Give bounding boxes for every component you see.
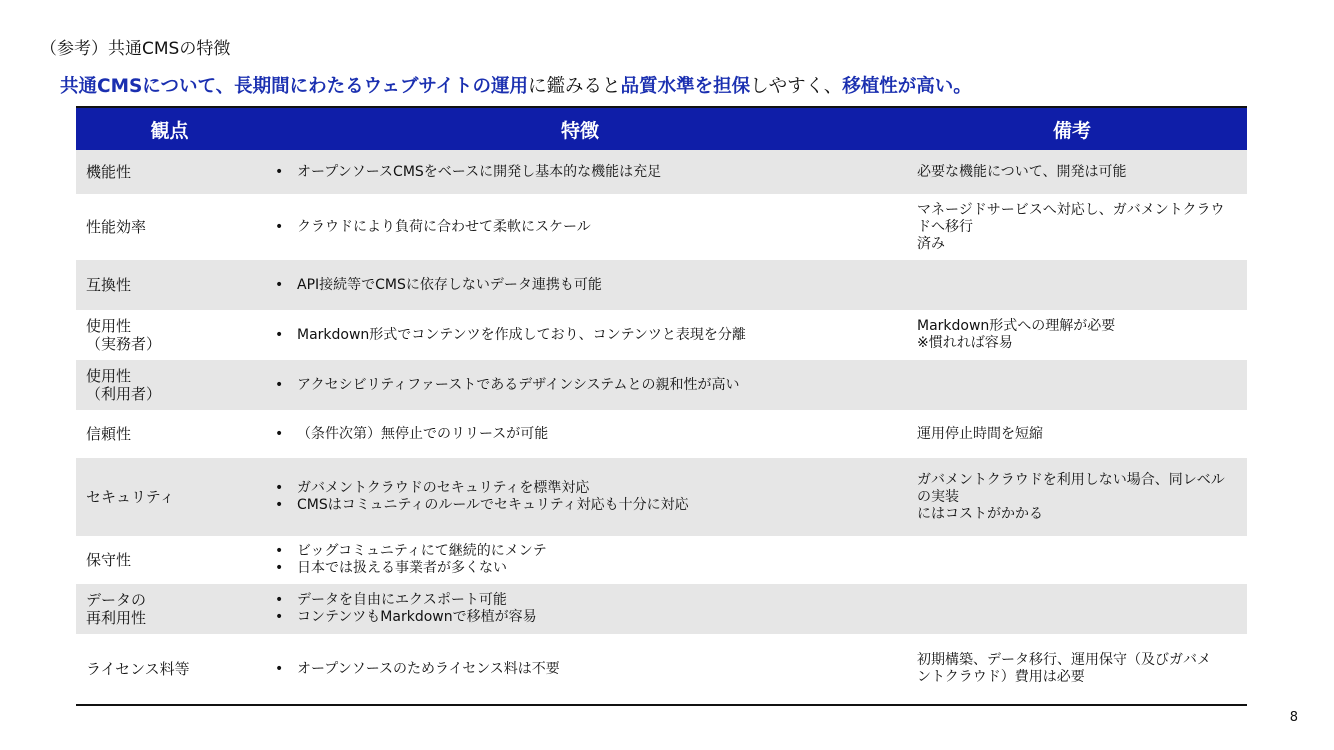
headline-text-1: に鑑みると bbox=[528, 76, 621, 97]
cell-note bbox=[897, 426, 1247, 443]
note-text: Markdown形式への理解が必要 bbox=[917, 318, 1116, 334]
feature-text: アクセシビリティファーストであるデザインシステムとの親和性が高い bbox=[297, 376, 740, 393]
view-label: データの bbox=[86, 591, 147, 609]
cell-view bbox=[76, 488, 263, 506]
headline-text-2: しやすく、 bbox=[750, 76, 843, 97]
note-text: にはコストがかかる bbox=[917, 505, 1043, 522]
table-body bbox=[76, 150, 1247, 704]
bullet-icon: • bbox=[275, 480, 284, 496]
cell-feature bbox=[263, 426, 897, 443]
headline-emphasis-3: 移植性が高い。 bbox=[842, 76, 972, 97]
bullet-icon: • bbox=[275, 376, 284, 393]
cell-feature bbox=[263, 543, 897, 577]
table-header-row bbox=[76, 106, 1247, 150]
feature-text: オープンソースのためライセンス料は不要 bbox=[297, 660, 560, 677]
bullet-icon: • bbox=[275, 543, 284, 559]
table-row bbox=[76, 458, 1247, 536]
feature-text: クラウドにより負荷に合わせて柔軟にスケール bbox=[297, 218, 591, 235]
feature-text: （条件次第）無停止でのリリースが可能 bbox=[297, 425, 549, 442]
view-label: 再利用性 bbox=[86, 609, 147, 627]
feature-item bbox=[275, 543, 897, 560]
table-row bbox=[76, 536, 1247, 584]
cell-feature bbox=[263, 377, 897, 394]
feature-item bbox=[275, 277, 897, 294]
feature-item bbox=[275, 560, 897, 577]
cell-feature bbox=[263, 277, 897, 294]
cell-view bbox=[76, 660, 263, 678]
header-note: 備考 bbox=[1052, 119, 1091, 142]
view-label: ライセンス料等 bbox=[86, 660, 190, 678]
bullet-icon: • bbox=[275, 218, 284, 235]
feature-item bbox=[275, 480, 897, 497]
view-label: セキュリティ bbox=[86, 488, 175, 506]
feature-item bbox=[275, 164, 897, 181]
header-feature: 特徴 bbox=[560, 119, 599, 142]
feature-item bbox=[275, 377, 897, 394]
bullet-icon: • bbox=[275, 425, 284, 442]
feature-text: コンテンツもMarkdownで移植が容易 bbox=[297, 609, 537, 625]
cell-feature bbox=[263, 327, 897, 344]
table-row bbox=[76, 260, 1247, 310]
note-text: 初期構築、データ移行、運用保守（及びガバメ bbox=[917, 652, 1211, 668]
cell-view bbox=[76, 367, 263, 403]
cell-feature bbox=[263, 219, 897, 236]
bullet-icon: • bbox=[275, 660, 284, 677]
note-text: ガバメントクラウドを利用しない場合、同レベルの実装 bbox=[917, 471, 1225, 505]
note-text: 必要な機能について、開発は可能 bbox=[917, 163, 1127, 180]
view-label: 信頼性 bbox=[86, 425, 132, 443]
feature-item bbox=[275, 609, 897, 626]
bullet-icon: • bbox=[275, 276, 284, 293]
view-label: 互換性 bbox=[86, 276, 132, 294]
cell-note bbox=[897, 652, 1247, 686]
table-row bbox=[76, 150, 1247, 194]
feature-text: オープンソースCMSをベースに開発し基本的な機能は充足 bbox=[297, 163, 662, 180]
note-text: ントクラウド）費用は必要 bbox=[917, 669, 1085, 685]
feature-item bbox=[275, 219, 897, 236]
feature-item bbox=[275, 497, 897, 514]
cell-view bbox=[76, 218, 263, 236]
note-text: ※慣れれば容易 bbox=[917, 335, 1013, 351]
table-row bbox=[76, 410, 1247, 458]
bullet-icon: • bbox=[275, 326, 284, 343]
cell-feature bbox=[263, 592, 897, 626]
feature-text: Markdown形式でコンテンツを作成しており、コンテンツと表現を分離 bbox=[297, 326, 746, 343]
feature-text: ビッグコミュニティにて継続的にメンテ bbox=[297, 543, 547, 559]
table-row bbox=[76, 194, 1247, 260]
feature-text: データを自由にエクスポート可能 bbox=[297, 592, 507, 608]
section-title: （参考）共通CMSの特徴 bbox=[40, 39, 231, 59]
cell-view bbox=[76, 551, 263, 569]
view-label: 機能性 bbox=[86, 163, 132, 181]
bullet-icon: • bbox=[275, 497, 284, 513]
feature-text: ガバメントクラウドのセキュリティを標準対応 bbox=[297, 480, 590, 496]
note-text: 済み bbox=[917, 235, 945, 252]
headline-emphasis-2: 品質水準を担保 bbox=[620, 76, 751, 97]
table-row bbox=[76, 310, 1247, 360]
view-label: （実務者） bbox=[86, 335, 162, 353]
cell-view bbox=[76, 425, 263, 443]
cell-feature bbox=[263, 480, 897, 514]
header-view: 観点 bbox=[150, 119, 189, 142]
feature-item bbox=[275, 661, 897, 678]
note-text: マネージドサービスへ対応し、ガバメントクラウドへ移行 bbox=[917, 201, 1225, 235]
table-row bbox=[76, 360, 1247, 410]
view-label: 使用性 bbox=[86, 317, 132, 335]
cell-note bbox=[897, 202, 1247, 253]
headline bbox=[60, 72, 972, 98]
headline-emphasis-1: 共通CMSについて、長期間にわたるウェブサイトの運用 bbox=[60, 76, 529, 97]
cell-note bbox=[897, 164, 1247, 181]
table-row bbox=[76, 634, 1247, 704]
cell-view bbox=[76, 163, 263, 181]
table-row bbox=[76, 584, 1247, 634]
view-label: 保守性 bbox=[86, 551, 132, 569]
cell-note bbox=[897, 318, 1247, 352]
feature-item bbox=[275, 426, 897, 443]
page-number: 8 bbox=[1289, 710, 1298, 725]
bullet-icon: • bbox=[275, 592, 284, 608]
cell-view bbox=[76, 317, 263, 353]
feature-text: 日本では扱える事業者が多くない bbox=[297, 560, 507, 576]
bullet-icon: • bbox=[275, 609, 284, 625]
feature-text: CMSはコミュニティのルールでセキュリティ対応も十分に対応 bbox=[297, 497, 689, 513]
feature-item bbox=[275, 592, 897, 609]
cell-feature bbox=[263, 164, 897, 181]
feature-text: API接続等でCMSに依存しないデータ連携も可能 bbox=[297, 276, 602, 293]
bullet-icon: • bbox=[275, 163, 284, 180]
features-table bbox=[76, 106, 1247, 706]
feature-item bbox=[275, 327, 897, 344]
view-label: 使用性 bbox=[86, 367, 132, 385]
note-text: 運用停止時間を短縮 bbox=[917, 425, 1043, 442]
cell-view bbox=[76, 276, 263, 294]
cell-note bbox=[897, 472, 1247, 523]
cell-feature bbox=[263, 661, 897, 678]
view-label: （利用者） bbox=[86, 385, 162, 403]
cell-view bbox=[76, 591, 263, 627]
bullet-icon: • bbox=[275, 560, 284, 576]
view-label: 性能効率 bbox=[86, 218, 147, 236]
